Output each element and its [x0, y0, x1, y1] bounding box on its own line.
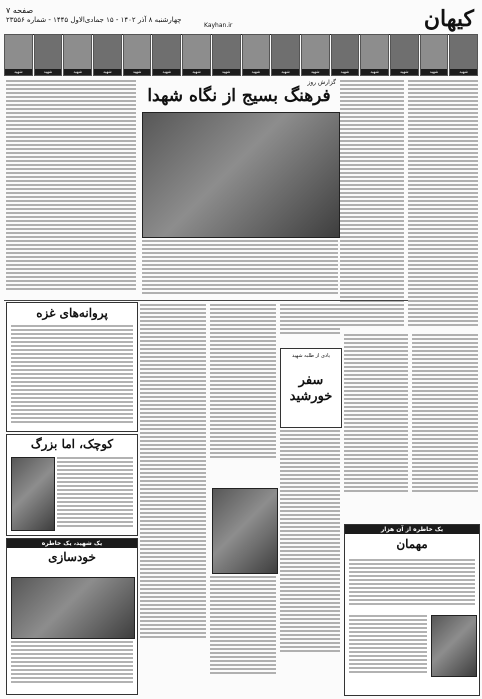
martyr-portrait [242, 34, 271, 76]
portrait-caption: شهید [153, 69, 180, 75]
sun-journey-box [280, 348, 342, 428]
article-column-mid-2 [210, 304, 276, 486]
gaza-body [11, 325, 133, 427]
guest-photo [431, 615, 477, 677]
martyr-portrait [271, 34, 300, 76]
martyr-portrait [420, 34, 449, 76]
portrait-caption: شهید [421, 69, 448, 75]
portrait-caption: شهید [213, 69, 240, 75]
guest-title: مهمان [396, 537, 428, 551]
martyr-portrait [360, 34, 389, 76]
portrait-caption: شهید [94, 69, 121, 75]
portrait-caption: شهید [361, 69, 388, 75]
article-column-right-4 [412, 334, 478, 520]
martyr-portrait [212, 34, 241, 76]
sun-journey-title: سفر خورشید [289, 373, 333, 404]
portrait-caption: شهید [332, 69, 359, 75]
small-big-title: کوچک، اما بزرگ [30, 437, 114, 451]
martyr-portrait [123, 34, 152, 76]
article-column-right-2 [340, 80, 404, 330]
lead-headline: فرهنگ بسیج از نگاه شهدا [147, 86, 331, 106]
article-under-photo [142, 240, 338, 298]
martyrs-portrait-strip [4, 34, 478, 76]
article-column-right-1 [408, 80, 478, 330]
small-big-feature-box [6, 434, 138, 536]
self-made-bar: یک شهید، یک خاطره [7, 539, 137, 548]
gaza-title: پروانه‌های غزه [36, 306, 108, 320]
martyr-portrait [4, 34, 33, 76]
newspaper-logo: کیهان [423, 6, 474, 32]
article-column-mid-4b [280, 430, 340, 694]
portrait-caption: شهید [35, 69, 62, 75]
portrait-caption: شهید [243, 69, 270, 75]
martyr-portrait [449, 34, 478, 76]
self-made-body [11, 641, 133, 689]
martyr-photo [212, 488, 278, 574]
martyr-portrait [331, 34, 360, 76]
small-big-body [57, 457, 133, 531]
martyr-portrait [182, 34, 211, 76]
article-column-mid-3 [210, 576, 276, 694]
guest-feature-box [344, 524, 480, 696]
portrait-caption: شهید [64, 69, 91, 75]
website-address: Kayhan.ir [204, 22, 233, 29]
article-column-mid-1 [140, 304, 206, 694]
article-column-mid-4a [280, 304, 340, 344]
guest-body-2 [349, 615, 427, 689]
small-big-photo [11, 457, 55, 531]
guest-bar: یک خاطره از آن هزار [345, 525, 479, 534]
guest-body [349, 559, 475, 613]
portrait-caption: شهید [391, 69, 418, 75]
martyr-portrait [63, 34, 92, 76]
portrait-caption: شهید [272, 69, 299, 75]
portrait-caption: شهید [183, 69, 210, 75]
portrait-caption: شهید [5, 69, 32, 75]
martyr-portrait [34, 34, 63, 76]
sun-journey-kicker: یادی از طلبه شهید [291, 353, 331, 359]
portrait-caption: شهید [450, 69, 477, 75]
section-divider [4, 300, 408, 301]
article-column-left-top [6, 80, 136, 298]
self-made-title: خودسازی [48, 550, 96, 564]
date-line: چهارشنبه ۸ آذر ۱۴۰۲ - ۱۵ جمادی‌الاول ۱۴۴۵ - شماره ۲۳۵۵۶ [6, 16, 182, 24]
lead-photo [142, 112, 340, 238]
martyr-portrait [301, 34, 330, 76]
gaza-feature-box [6, 302, 138, 432]
lead-kicker: گزارش روز [307, 79, 336, 86]
self-made-photo [11, 577, 135, 639]
page-number: صفحه ۷ [6, 6, 34, 15]
masthead [4, 4, 478, 35]
martyr-portrait [93, 34, 122, 76]
article-column-right-3 [344, 334, 408, 520]
self-made-feature-box [6, 538, 138, 695]
portrait-caption: شهید [124, 69, 151, 75]
portrait-caption: شهید [302, 69, 329, 75]
martyr-portrait [390, 34, 419, 76]
martyr-portrait [152, 34, 181, 76]
